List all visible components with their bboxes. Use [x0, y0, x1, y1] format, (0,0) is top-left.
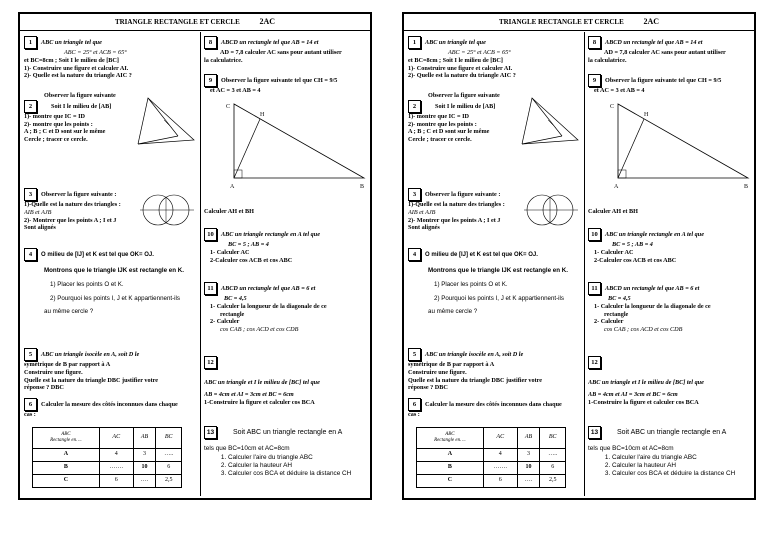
exercise-number: 6 [24, 398, 37, 411]
label-b: B [744, 184, 749, 190]
ex-text: AB = 4cm et AI = 3cm et BC = 6cm [204, 390, 294, 398]
exercise-11 [588, 282, 750, 352]
table-cell: C [33, 474, 100, 487]
label-h: H [260, 112, 265, 118]
table-cell: 6 [483, 474, 517, 487]
ex-text: ABC un triangle isocèle en A, soit D le [41, 350, 140, 358]
exercise-number: 4 [24, 248, 37, 261]
table-header-cell: AB [517, 427, 540, 448]
table-row [33, 474, 182, 487]
ex-text: BC = 5 ; AB = 4 [612, 241, 653, 248]
list-item: 2. Calculer la hauteur AH [228, 462, 366, 470]
ex-question: 1)- Construire une figure et calculer AI. [408, 64, 513, 72]
ex-question: 1-Construire la figure et calculer cos BCA [204, 398, 315, 406]
exercise-5 [408, 348, 582, 392]
table-row [417, 474, 566, 487]
ex-question: 1)-Quelle est la nature des triangles : [408, 201, 505, 208]
ex-question: 1)- Construire une figure et calculer AI. [24, 64, 129, 72]
ex-question: 1) Placer les points O et K. [434, 280, 508, 288]
ex-question: 1-Construire la figure et calculer cos BCA [588, 398, 699, 406]
label-c: C [610, 104, 615, 110]
exercise-5 [24, 348, 198, 392]
ex-text: AD = 7,8 calculer AC sans pour autant utiliser [220, 49, 342, 56]
table-cell: 6 [156, 461, 182, 474]
ex-question: 1- Calculer AC [594, 248, 634, 256]
ex-text: la calculatrice. [588, 56, 627, 64]
ex-text: ABCD un rectangle tel que AB = 14 et [221, 38, 319, 46]
exercise-number: 11 [588, 282, 601, 295]
ex-text: Quelle est la nature du triangle DBC justifier votre [24, 376, 159, 384]
table-cell: ….. [156, 448, 182, 461]
ex-text: AB = 4cm et AI = 3cm et BC = 6cm [588, 390, 678, 398]
figure-right-triangle [224, 98, 366, 198]
ex-question: 1- Calculer la longueur de la diagonale de ce [594, 302, 711, 310]
ex-question: 1- Calculer la longueur de la diagonale de ce [210, 302, 327, 310]
ex-text: tels que BC=10cm et AC=8cm [204, 445, 290, 452]
exercise-number: 12 [204, 356, 217, 369]
level-text: 2AC [259, 17, 276, 26]
exercise-number: 1 [408, 36, 421, 49]
ex-question: Calculer AH et BH [204, 208, 254, 215]
exercise-4 [24, 248, 198, 344]
label-c: C [226, 104, 231, 110]
table-cell: ……. [99, 461, 133, 474]
exercise-2 [408, 92, 582, 182]
ex-text: AIB et AJB [24, 208, 52, 216]
ex-text: au même cercle ? [44, 308, 94, 316]
ex-text: Soit ABC un triangle rectangle en A [617, 429, 727, 437]
values-table [416, 427, 566, 488]
ex-text: ABC un triangle et I le milieu de [BC] tel que [204, 379, 320, 386]
ex-text: et AC = 3 et AB = 4 [594, 87, 645, 94]
table-cell: C [417, 474, 484, 487]
ex-text: ABC = 25° et ACB = 65° [64, 49, 127, 56]
ex-question: 2- Calculer [210, 318, 240, 326]
ex-question: 2)- Quelle est la nature du triangle AIC ? [24, 72, 132, 80]
exercise-12 [588, 356, 750, 422]
ex-text: Construire une figure. [408, 368, 467, 376]
ex-text: Calculer la mesure des côtés inconnues dans chaque [41, 400, 178, 408]
ex-text: Soit ABC un triangle rectangle en A [233, 429, 343, 437]
exercise-number: 10 [588, 228, 601, 241]
ex-question: 2- Calculer [594, 318, 624, 326]
figure-two-circles [136, 188, 198, 232]
table-header-cell: ABC Rectangle en…. [417, 427, 484, 448]
table-header-cell: BC [156, 427, 182, 448]
table-row [33, 448, 182, 461]
right-column [586, 32, 752, 496]
ex-text: O milieu de [IJ] et K est tel que OK= OJ. [41, 251, 154, 258]
table-cell: 6 [540, 461, 566, 474]
list-item: 2. Calculer la hauteur AH [612, 462, 750, 470]
ex-text: ABC un triangle rectangle en A tel que [605, 230, 704, 238]
label-h: H [644, 112, 649, 118]
worksheet-page [18, 12, 372, 500]
ex-text: au même cercle ? [428, 308, 478, 316]
ex-text: Sont alignés [408, 224, 440, 232]
ex-text: la calculatrice. [204, 56, 243, 64]
ex-question: 2) Pourquoi les points I, J et K appartiennent-ils [50, 294, 181, 302]
label-a: A [614, 184, 619, 190]
ex-question: 2)- Quelle est la nature du triangle AIC ? [408, 72, 516, 80]
ex-text: Observer la figure suivante : [41, 190, 117, 198]
table-cell: …. [517, 474, 540, 487]
ex-text: cos CAB ; cos ACD et cos CDB [220, 326, 299, 333]
ex-question: 1)-Quelle est la nature des triangles : [24, 201, 121, 208]
ex-question: 2)- Montrer que les points A ; I et J [408, 216, 501, 224]
exercise-8 [204, 36, 366, 70]
ex-text: Soit I le milieu de [AB] [435, 102, 496, 110]
table-header-cell: AC [483, 427, 517, 448]
worksheet-page [402, 12, 756, 500]
exercise-10 [588, 228, 750, 276]
table-header-cell: AC [99, 427, 133, 448]
exercise-9 [588, 74, 750, 224]
ex-text: et AC = 3 et AB = 4 [210, 87, 261, 94]
ex-text: Soit I le milieu de [AB] [51, 102, 112, 110]
table-row [33, 461, 182, 474]
ex-question: 2-Calculer cos ACB et cos ABC [594, 256, 677, 264]
exercise-number: 9 [588, 74, 601, 87]
ex-text: Observer la figure suivante : [425, 190, 501, 198]
exercise-number: 13 [588, 426, 601, 439]
ex-text: réponse ? DBC [24, 384, 64, 392]
ex-text: rectangle [220, 310, 245, 318]
table-cell: ……. [483, 461, 517, 474]
ex-text: Cercle ; tracer ce cercle. [24, 136, 88, 143]
exercise-3 [24, 188, 198, 244]
table-cell: A [417, 448, 484, 461]
ex-text: symétrique de B par rapport à A [408, 361, 495, 368]
ex-question: 1)- montre que IC = ID [24, 112, 85, 120]
left-column [22, 32, 201, 496]
worksheet-title [20, 14, 370, 31]
exercise-number: 3 [24, 188, 37, 201]
ex-text: Montrons que le triangle IJK est rectangle en K. [44, 267, 184, 274]
table-cell: 2,5 [156, 474, 182, 487]
ex-text: Observer la figure suivante [428, 92, 500, 99]
table-cell: B [33, 461, 100, 474]
table-header-cell: ABC Rectangle en…. [33, 427, 100, 448]
exercise-number: 8 [588, 36, 601, 49]
question-list [204, 454, 366, 478]
ex-question: 2) Pourquoi les points I, J et K appartiennent-ils [434, 294, 565, 302]
exercise-number: 3 [408, 188, 421, 201]
ex-text: O milieu de [IJ] et K est tel que OK= OJ. [425, 251, 538, 258]
ex-text: Construire une figure. [24, 368, 83, 376]
ex-text: réponse ? DBC [408, 384, 448, 392]
ex-text: ABC un triangle rectangle en A tel que [221, 230, 320, 238]
ex-text: rectangle [604, 310, 629, 318]
table-header-cell: BC [540, 427, 566, 448]
table-cell: 3 [517, 448, 540, 461]
ex-text: A ; B ; C et D sont sur le même [24, 128, 106, 136]
ex-text: BC = 4,5 [608, 295, 631, 302]
figure-quadrilateral [132, 94, 198, 150]
ex-text: BC = 4,5 [224, 295, 247, 302]
ex-text: ABCD un rectangle tel que AB = 6 et [605, 284, 700, 292]
ex-text: ABC = 25° et ACB = 65° [448, 49, 511, 56]
exercise-number: 6 [408, 398, 421, 411]
exercise-number: 2 [408, 100, 421, 113]
exercise-number: 12 [588, 356, 601, 369]
ex-text: cos CAB ; cos ACD et cos CDB [604, 326, 683, 333]
table-cell: 4 [483, 448, 517, 461]
table-cell: …. [133, 474, 156, 487]
exercise-number: 10 [204, 228, 217, 241]
ex-question: 1- Calculer AC [210, 248, 250, 256]
ex-question: 2-Calculer cos ACB et cos ABC [210, 256, 293, 264]
ex-text: ABCD un rectangle tel que AB = 6 et [221, 284, 316, 292]
ex-question: 1)- montre que IC = ID [408, 112, 469, 120]
exercise-8 [588, 36, 750, 70]
ex-text: Observer la figure suivante tel que CH = 9/5 [221, 76, 338, 84]
ex-question: 2)- Montrer que les points A ; I et J [24, 216, 117, 224]
table-cell: 3 [133, 448, 156, 461]
exercise-10 [204, 228, 366, 276]
exercise-number: 5 [24, 348, 37, 361]
ex-text: Sont alignés [24, 224, 56, 232]
exercise-number: 11 [204, 282, 217, 295]
exercise-6 [24, 398, 198, 508]
ex-text: et BC=8cm ; Soit I le milieu de [BC] [408, 56, 503, 64]
exercise-number: 13 [204, 426, 217, 439]
list-item: 1. Calculer l'aire du triangle ABC [228, 454, 366, 462]
exercise-6 [408, 398, 582, 508]
table-row [417, 461, 566, 474]
ex-text: Observer la figure suivante [44, 92, 116, 99]
list-item: 1. Calculer l'aire du triangle ABC [612, 454, 750, 462]
table-cell: B [417, 461, 484, 474]
ex-text: cas : [24, 411, 36, 418]
exercise-number: 4 [408, 248, 421, 261]
values-table [32, 427, 182, 488]
exercise-2 [24, 92, 198, 182]
ex-text: symétrique de B par rapport à A [24, 361, 111, 368]
ex-text: Observer la figure suivante tel que CH = 9/5 [605, 76, 722, 84]
ex-text: ABC un triangle tel que [41, 38, 102, 46]
exercise-number: 8 [204, 36, 217, 49]
ex-text: Calculer la mesure des côtés inconnues dans chaque [425, 400, 562, 408]
table-cell: 4 [99, 448, 133, 461]
ex-text: A ; B ; C et D sont sur le même [408, 128, 490, 136]
figure-right-triangle [608, 98, 750, 198]
label-b: B [360, 184, 365, 190]
table-header-cell: AB [133, 427, 156, 448]
ex-text: AD = 7,8 calculer AC sans pour autant utiliser [604, 49, 726, 56]
exercise-1 [408, 36, 582, 88]
table-header-row [417, 427, 566, 448]
exercise-3 [408, 188, 582, 244]
ex-text: tels que BC=10cm et AC=8cm [588, 445, 674, 452]
list-item: 3. Calculer cos BCA et déduire la distance CH [228, 470, 366, 478]
ex-text: Quelle est la nature du triangle DBC justifier votre [408, 376, 543, 384]
exercise-13 [204, 426, 366, 504]
title-text: TRIANGLE RECTANGLE ET CERCLE [498, 18, 624, 26]
question-list [588, 454, 750, 478]
table-cell: 10 [133, 461, 156, 474]
ex-text: ABC un triangle isocèle en A, soit D le [425, 350, 524, 358]
exercise-12 [204, 356, 366, 422]
ex-question: 2)- montre que les points : [24, 120, 93, 128]
ex-text: Montrons que le triangle IJK est rectangle en K. [428, 267, 568, 274]
table-cell: 2,5 [540, 474, 566, 487]
level-text: 2AC [643, 17, 660, 26]
exercise-9 [204, 74, 366, 224]
figure-two-circles [520, 188, 582, 232]
ex-text: ABC un triangle tel que [425, 38, 486, 46]
exercise-13 [588, 426, 750, 504]
table-cell: ….. [540, 448, 566, 461]
exercise-1 [24, 36, 198, 88]
exercise-number: 2 [24, 100, 37, 113]
table-row [417, 448, 566, 461]
exercise-number: 9 [204, 74, 217, 87]
label-a: A [230, 184, 235, 190]
exercise-number: 5 [408, 348, 421, 361]
list-item: 3. Calculer cos BCA et déduire la distance CH [612, 470, 750, 478]
worksheet-title [404, 14, 754, 31]
ex-text: AIB et AJB [408, 208, 436, 216]
table-cell: 10 [517, 461, 540, 474]
exercise-number: 1 [24, 36, 37, 49]
ex-text: ABC un triangle et I le milieu de [BC] tel que [588, 379, 704, 386]
table-cell: A [33, 448, 100, 461]
table-cell: 6 [99, 474, 133, 487]
exercise-11 [204, 282, 366, 352]
ex-text: Cercle ; tracer ce cercle. [408, 136, 472, 143]
ex-question: Calculer AH et BH [588, 208, 638, 215]
right-column [202, 32, 368, 496]
left-column [406, 32, 585, 496]
exercise-4 [408, 248, 582, 344]
title-text: TRIANGLE RECTANGLE ET CERCLE [114, 18, 240, 26]
ex-text: BC = 5 ; AB = 4 [228, 241, 269, 248]
ex-text: cas : [408, 411, 420, 418]
figure-quadrilateral [516, 94, 582, 150]
table-header-row [33, 427, 182, 448]
ex-question: 2)- montre que les points : [408, 120, 477, 128]
ex-text: et BC=8cm ; Soit I le milieu de [BC] [24, 56, 119, 64]
ex-question: 1) Placer les points O et K. [50, 280, 124, 288]
ex-text: ABCD un rectangle tel que AB = 14 et [605, 38, 703, 46]
